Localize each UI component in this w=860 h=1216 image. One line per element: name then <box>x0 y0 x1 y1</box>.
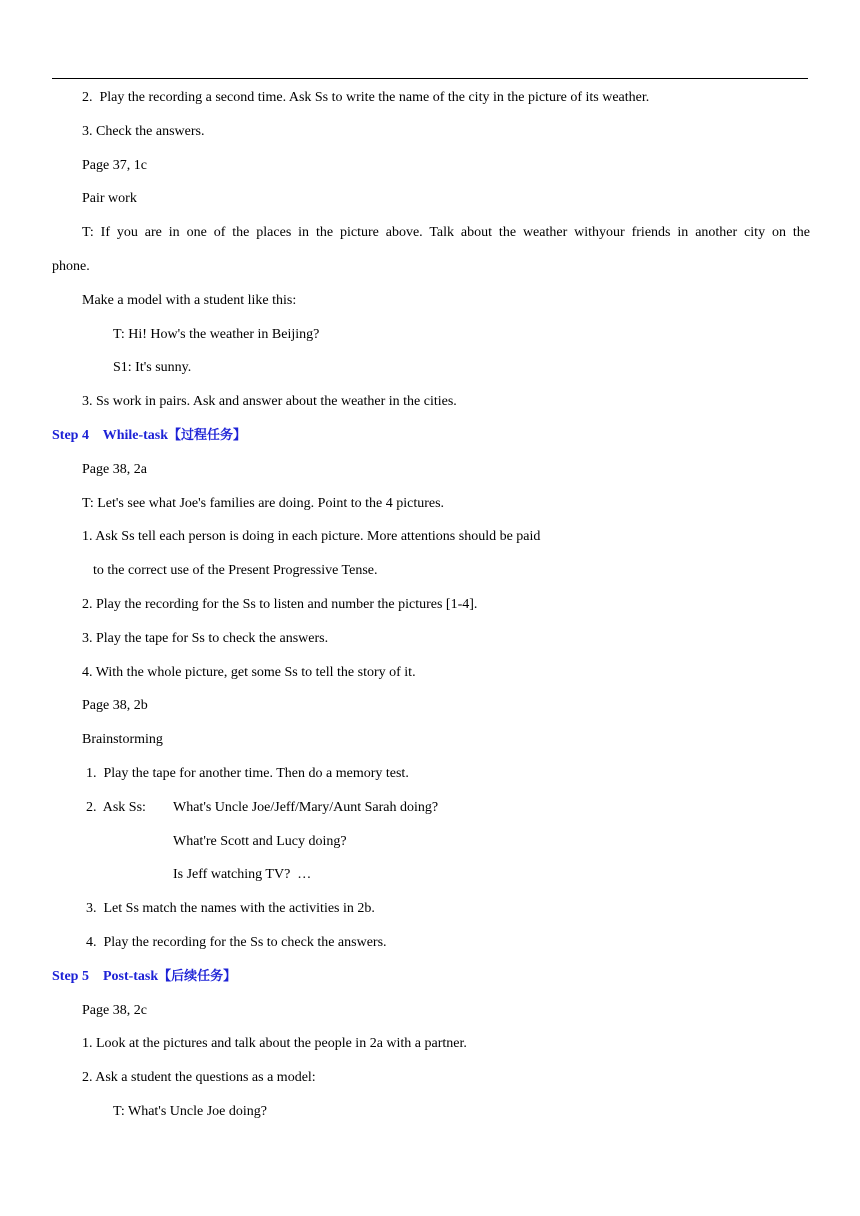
step-4-title: Step 4 While-task <box>52 428 169 443</box>
paragraph-line: to the correct use of the Present Progressive Tense. <box>93 563 378 578</box>
page-reference: Page 37, 1c <box>82 158 147 173</box>
paragraph-line: 1. Ask Ss tell each person is doing in each picture. More attentions should be paid <box>82 529 541 544</box>
step-5-chinese: 【后续任务】 <box>158 969 237 984</box>
paragraph-line: Make a model with a student like this: <box>82 293 297 308</box>
paragraph-line: 1. Look at the pictures and talk about the people in 2a with a partner. <box>82 1036 467 1051</box>
page-reference: Page 38, 2a <box>82 462 147 477</box>
page-reference: Page 38, 2c <box>82 1003 147 1018</box>
paragraph-line: 1. Play the tape for another time. Then do a memory test. <box>86 766 409 781</box>
question-line: Is Jeff watching TV? … <box>173 867 312 882</box>
paragraph-line: 3. Ss work in pairs. Ask and answer about the weather in the cities. <box>82 394 457 409</box>
paragraph-line: 2. Ask a student the questions as a model: <box>82 1070 316 1085</box>
paragraph-line: phone. <box>52 259 90 274</box>
paragraph-line: T: If you are in one of the places in the picture above. Talk about the weather withyour friends in another city on the <box>82 225 810 240</box>
paragraph-line: 4. Play the recording for the Ss to check the answers. <box>86 935 387 950</box>
dialogue-line: T: What's Uncle Joe doing? <box>113 1104 267 1119</box>
paragraph-line: 3. Check the answers. <box>82 124 205 139</box>
paragraph-line: 4. With the whole picture, get some Ss to tell the story of it. <box>82 665 416 680</box>
question-line: What's Uncle Joe/Jeff/Mary/Aunt Sarah doing? <box>173 800 439 815</box>
step-4-heading <box>52 427 246 445</box>
paragraph-line: 3. Let Ss match the names with the activities in 2b. <box>86 901 375 916</box>
header-rule <box>52 78 808 79</box>
step-5-title: Step 5 Post-task <box>52 969 159 984</box>
paragraph-line: 2. Play the recording a second time. Ask Ss to write the name of the city in the picture of its weather. <box>82 90 650 105</box>
paragraph-line: 2. Play the recording for the Ss to listen and number the pictures [1-4]. <box>82 597 478 612</box>
step-5-heading <box>52 968 236 986</box>
paragraph-line: T: Let's see what Joe's families are doing. Point to the 4 pictures. <box>82 496 445 511</box>
activity-heading: Brainstorming <box>82 732 163 747</box>
step-4-chinese: 【过程任务】 <box>168 428 247 443</box>
paragraph-line: 3. Play the tape for Ss to check the answers. <box>82 631 329 646</box>
question-line: What're Scott and Lucy doing? <box>173 834 347 849</box>
activity-heading: Pair work <box>82 191 137 206</box>
question-label: 2. Ask Ss: <box>86 800 146 815</box>
page-reference: Page 38, 2b <box>82 698 148 713</box>
dialogue-line: S1: It's sunny. <box>113 360 192 375</box>
dialogue-line: T: Hi! How's the weather in Beijing? <box>113 327 320 342</box>
